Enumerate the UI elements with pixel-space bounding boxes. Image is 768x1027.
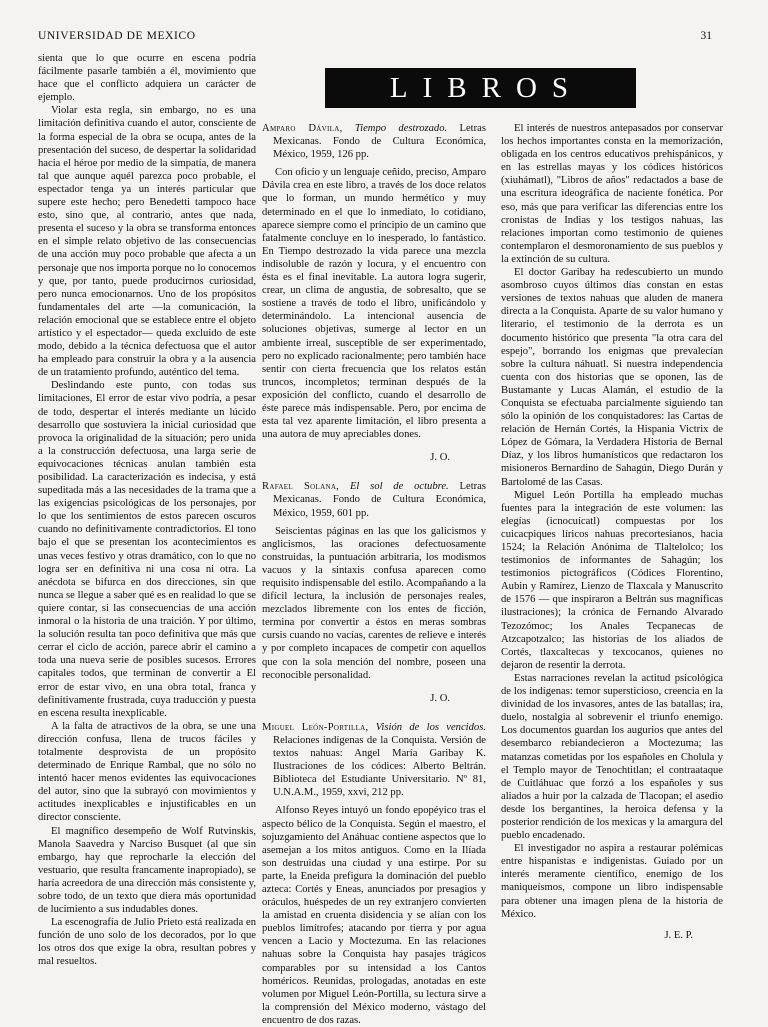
paragraph: El investigador no aspira a restaurar polémicas entre hispanistas e indigenistas. Guiado por un interés meramente científico, enemigo de los maniqueísmos, compone un libro indispensable para obtener una imagen plena de la historia de México. — [501, 843, 723, 920]
paragraph: El magnífico desempeño de Wolf Rutvinskis, Manola Saavedra y Narciso Busquet (al que sin embargo, hay que reprocharle la elección del vestuario, que resulta francamente inapropiado), se haría acreedora de una dirección más consistente y, sobre todo, de un texto que diera más oportunidad de lucimiento a sus indudables dones. — [38, 825, 256, 916]
paragraph: sienta que lo que ocurre en escena podría fácilmente pasarle también a él, movimiento que hace que el conflicto adquiera un carácter de ejemplo. — [38, 53, 256, 104]
paragraph: Alfonso Reyes intuyó un fondo epopéyico tras el aspecto bélico de la Conquista. Según el maestro, el sojuzgamiento del Anáhuac contiene aspectos que lo asemejan a los mitos antiguos. Como en la Ilíada son destruidas una ciudad y una estirpe. Por su parte, la Eneida prefigura la dominación del pueblo azteca: Cortés y Eneas, anunciados por presagios y oráculos, huéspedes de un rey extranjero convierten la amistad en cruenta disidencia y se alían con los pueblos limítrofes; atacando por tierra y por agua vencen a Lacio y Moctezuma. En las relaciones nahuas sobre la Conquista hay pasajes trágicos comparables por su intensidad a los Cantos homéricos. Reunidas, prologadas, anotadas en este volumen por Miguel León-Portilla, su lectura sirve a la comprensión del México moderno, vástago del encuentro de dos razas. — [262, 805, 486, 1026]
review-author: Miguel León-Portilla, — [262, 721, 369, 733]
review-publication: Letras Mexicanas. Fondo de Cultura Económica, México, 1959, 126 pp. — [273, 123, 486, 161]
paragraph: El doctor Garibay ha redescubierto un mundo asombroso cuyos últimos días constan en estas versiones de textos nahuas que aluden de manera directa a la Conquista. Aparte de su valor humano y literario, el testimonio de la derrota es un documento histórico que presenta "la otra cara del espejo", borrando los enigmas que prevalecían sobre la cultura náhuatl. Si nuestra independencia cuenta con dos historias que se oponen, las de Bustamante y Lucas Alamán, el estudio de la Conquista se efectuaba parcialmente siguiendo tan sólo la opinión de los conquistadores: las Cartas de relación de Hernán Cortés, la Hispania Victrix de López de Gómara, la Verdadera Historia de Bernal Díaz, y los libros humanísticos que redactaron los misioneros Bernardino de Sahagún, Diego Durán y Bartolomé de las Casas. — [501, 267, 723, 488]
paragraph: Deslindando este punto, con todas sus limitaciones, El error de estar vivo podría, a pesar de todo, despertar el interés mediante un lúcido desarrollo que sostuviera la inicial curiosidad que provoca la originalidad de la situación; pero unida a la construcción defectuosa, una larga serie de equivocaciones técnicas anulan también esta posibilidad. La caracterización es indecisa, y está supeditada más a las necesidades de la trama que a las exigencias psicológicas de los personajes, por lo que los sentimientos de estos parecen oscuros cuando no definitivamente contradictorios. El tono bajo el que se presentan los acontecimientos es unas veces festivo y otras dramático, con lo que no logra ser en definitiva ni una cosa ni otra. La anécdota se bifurca en dos direcciones, sin que nunca se llegue a saber qué es en realidad lo que se quiere contar, si las consecuencias de una acción inmoral o la historia de una traición. Y por último, la solución resulta tan poco definitiva que más que cerrar el ciclo de acción, parece abrir el camino a toda una nueva serie de posibles sucesos. Errores capitales todos, que terminan de convertir a El error de estar vivo, en una obra total, franca y definitivamente frustrada, cuya traducción y puesta en escena resulta inexplicable. — [38, 380, 256, 719]
review-heading — [262, 721, 486, 800]
review-title: Visión de los vencidos. — [375, 721, 486, 733]
paragraph: Estas narraciones revelan la actitud psicológica de los indígenas: temor supersticioso, creencia en la divinidad de los invasores, antes de las batallas; ira, duelo, nostalgia al sobrevenir el triunfo enemigo. Los documentos guardan los augurios que antes del desembarco rebiandecieron a Moctezuma; las matanzas cometidas por los españoles en Cholula y el Templo mayor de Tenochtitlan; el contraataque de Cuitláhuac que forzó a los españoles y sus aliados a huir por la calzada de Tlacopan; el asedio desde los bergantines, la heroica defensa y la posterior rendición de los mexicas y la amargura del pueblo encadenado. — [501, 672, 723, 842]
page-number: 31 — [700, 30, 712, 42]
paragraph: Con oficio y un lenguaje ceñido, preciso, Amparo Dávila crea en este libro, a través de los doce relatos que lo forman, un mundo hermético y muy determinado en el que lo inmediato, lo cotidiano, aparece siempre como el principio de un camino que fatalmente concluye en lo inesperado, lo fantástico. En Tiempo destrozado la vida parece una mezcla indisoluble de razón y locura, y el encuentro con ésta es el final inevitable. La autora logra sugerir, crear, un clima de angustia, de sobresalto, que se sostiene a través de todo el libro, unificándolo y determinándolo. La intencional ausencia de soluciones objetivas, sumerge al lector en un ambiente irreal, susceptible de ser experimentado, pero no explicado racionalmente; pero también hace sentir con cierta frecuencia que los relatos están truncos, incompletos; terminan después de la exposición del conflicto, cuando el desarrollo de éste parece más indispensable. Pero, por encima de esta tal vez aparente limitación, el libro presenta a una autora de muy apreciables dones. — [262, 167, 486, 441]
review-publication: Letras Mexicanas. Fondo de Cultura Económica, México, 1959, 601 pp. — [273, 481, 486, 519]
review-heading — [262, 480, 486, 519]
review-title: El sol de octubre. — [349, 481, 449, 493]
running-head: UNIVERSIDAD DE MEXICO — [38, 30, 196, 42]
review-heading — [262, 122, 486, 161]
paragraph: El interés de nuestros antepasados por conservar los hechos importantes consta en la memorización, obligada en los centros educativos prehispánicos, y en las estrellas mayas y los códices históricos (xiuhámatl), "Libros de años" redactados a base de una escritura ideográfica de naciente fonética. Por eso, más que para verificar las diferencias entre los cronistas de Indias y los testigos nahuas, las relaciones importan como testimonio de quienes contemplaron el desmoronamiento de sus pueblos y la extinción de su cultura. — [501, 123, 723, 265]
column-middle — [262, 122, 486, 1027]
paragraph: La escenografía de Julio Prieto está realizada en función de uno solo de los decorados, por lo que los otros dos que exige la obra, resultan pobres y mal resueltos. — [38, 917, 256, 968]
review-publication: Relaciones indígenas de la Conquista. Versión de textos nahuas: Angel María Garibay K. Ilustraciones de los códices: Alberto Beltrán. Biblioteca del Estudiante Universitario. Nº 81, U.N.A.M., 1959, xxvi, 212 pp. — [273, 734, 486, 799]
review-signature: J. E. P. — [664, 929, 693, 941]
paragraph: Violar esta regla, sin embargo, no es una limitación definitiva cuando el autor, consciente de la forma especial de la obra se ocupa, antes de la presentación del suceso, de despertar la solidaridad hacia el héroe por medio de la simpatía, de manera tal que aunque aquél parezca poco probable, el espectador tenga ya un interés particular que supere este hecho; pero Benedetti tampoco hace esto, sino que, al contrario, antes que nada, presenta el suceso y la obra se transforma entonces en el simple relato objetivo de las consecuencias de una acción muy poco probable que afecta a un personaje que nos importa porque no lo conocemos y que, por tanto, puede producirnos curiosidad, pero nunca emocionarnos. Uno de los propósitos fundamentales del arte —la comunicación, la relación emocional que se establece entre el objeto artístico y el espectador— queda excluido de este modo, debido a la técnica defectuosa que el autor ha empleado para construir la obra y a la ausencia de un tratamiento profundo, auténtico del tema. — [38, 105, 256, 379]
review-author: Amparo Dávila, — [262, 123, 343, 134]
review-signature: J. O. — [430, 452, 450, 464]
paragraph: Miguel León Portilla ha empleado muchas fuentes para la integración de este volumen: las elegías (icnocuícatl) compuestas por los cuicacpiques líricos nahuas precortesianos, hacia 1524; la Relación Anónima de Tlaltelolco; los testimonios de informantes de Sahagún; los testimonios pictográficos (Códices Florentino, Aubin y Ramírez, Lienzo de Tlaxcala y Manuscrito de 1576 — que inspiraron a Beltrán sus magníficas ilustraciones); la crónica de Fernando Alvarado Tezozómoc; los Anales Tecpanecas de Atzcapotzalco; las historias de los aliados de Cortés, tlaxcaltecas y texcocanos, quienes no dejaron de resentir la derrota. — [501, 489, 723, 671]
column-right — [501, 122, 723, 942]
review-title: Tiempo destrozado. — [354, 123, 448, 134]
paragraph: Seiscientas páginas en las que los galicismos y anglicismos, las oraciones defectuosamente construidas, la puntuación arbitraria, los modismos vacuos y la sintaxis confusa aparecen como requisito indispensable del estilo. Acompañando a la difícil lectura, la inclusión de personajes reales, mezclados libremente con los entes de ficción, termina por convertir a éstos en meras sombras cursis cuando no vacías, carentes de relieve e interés y por completo incapaces de competir con aquellos que con la sola mención del nombre, poseen una reconocible personalidad. — [262, 525, 486, 681]
review-signature: J. O. — [430, 692, 450, 704]
column-left — [38, 52, 256, 969]
section-banner: LIBROS — [325, 68, 636, 108]
paragraph: A la falta de atractivos de la obra, se une una dirección confusa, llena de trucos fáciles y totalmente desprovista de un propósito determinado de Enrique Rambal, que no sólo no intentó hacer menos evidentes las equivocaciones del autor, sino que la subrayó con movimientos y actitudes inexplicables e injustificables en un director consciente. — [38, 720, 256, 824]
review-author: Rafael Solana, — [262, 481, 340, 493]
